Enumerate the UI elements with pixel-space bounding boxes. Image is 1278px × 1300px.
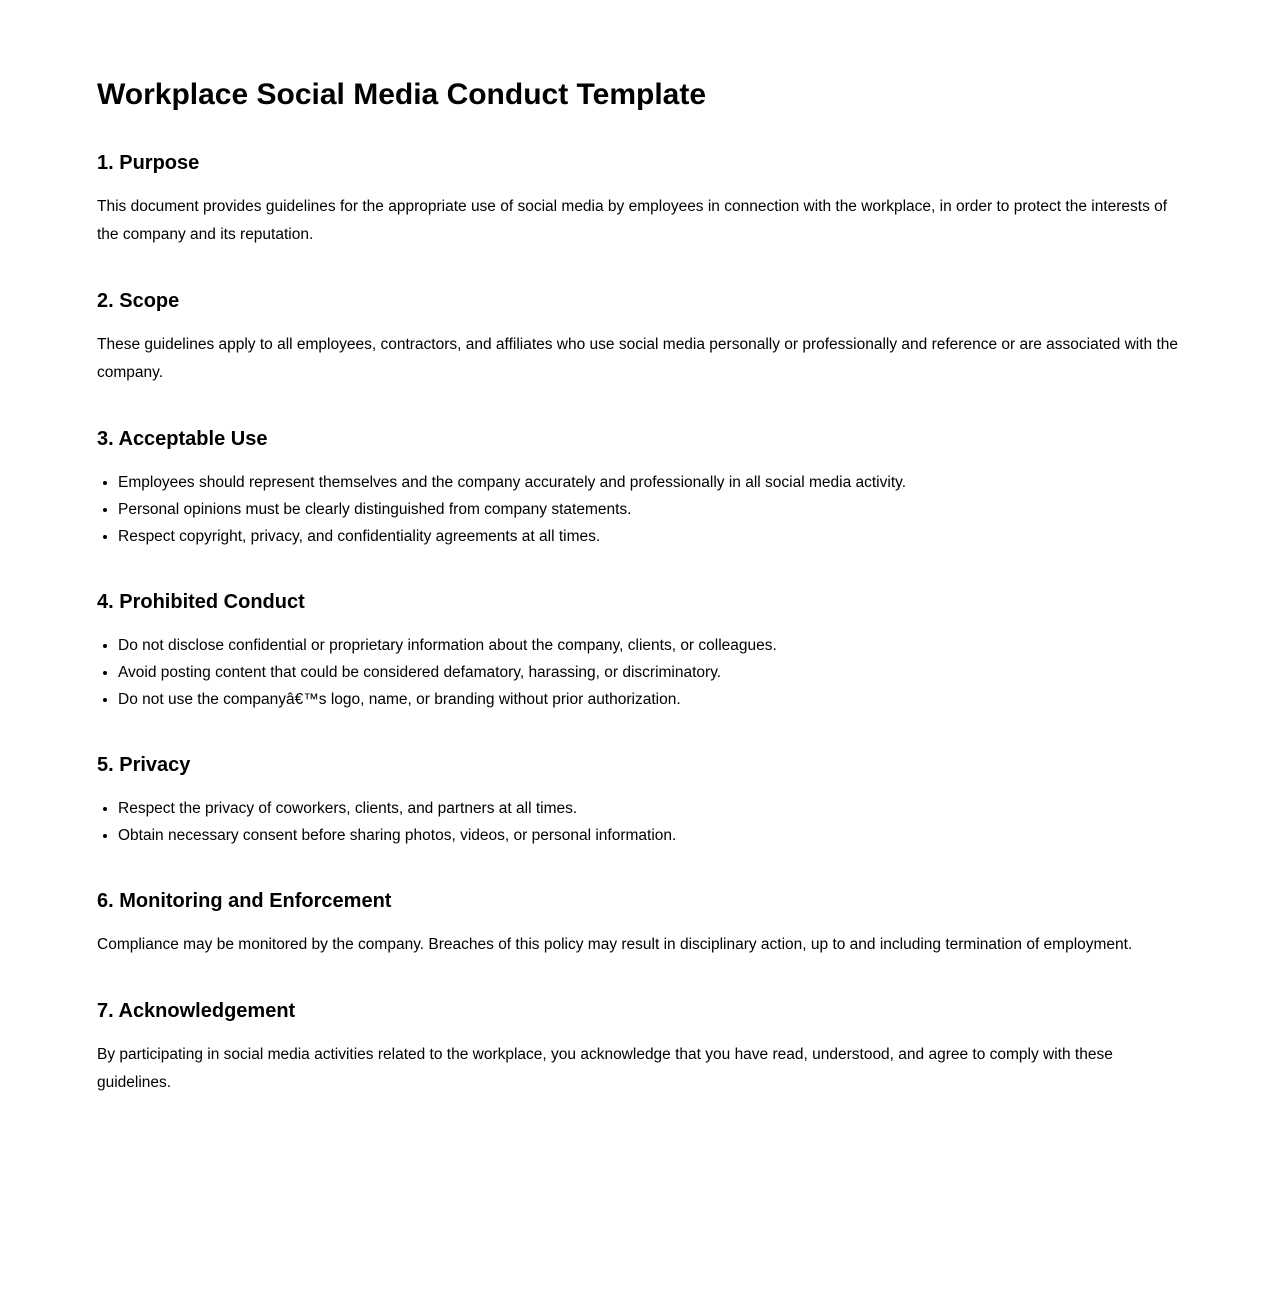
section-paragraph: These guidelines apply to all employees, contractors, and affiliates who use social media personally or professionally and reference or are associated with the company. xyxy=(97,336,1179,381)
section-bullet-list xyxy=(97,469,1181,550)
document-section xyxy=(97,999,1181,1097)
bullet-item: • Personal opinions must be clearly distinguished from company statements. xyxy=(118,496,1181,523)
document-page xyxy=(97,0,1181,1097)
bullet-item: • Do not use the companyâ€™s logo, name, or branding without prior authorization. xyxy=(118,686,1181,713)
section-paragraph: This document provides guidelines for the appropriate use of social media by employees in connection with the workplace, in order to protect the interests of the company and its reputation. xyxy=(97,198,1168,243)
section-heading: 1. Purpose xyxy=(97,152,200,174)
document-section xyxy=(97,889,1181,959)
document-section xyxy=(97,427,1181,550)
document-section xyxy=(97,590,1181,713)
document-section xyxy=(97,151,1181,249)
document-sections xyxy=(97,151,1181,1097)
bullet-item: • Respect the privacy of coworkers, clients, and partners at all times. xyxy=(118,795,1181,822)
document-section xyxy=(97,753,1181,849)
bullet-item: • Respect copyright, privacy, and confidentiality agreements at all times. xyxy=(118,523,1181,550)
bullet-item: • Obtain necessary consent before sharing photos, videos, or personal information. xyxy=(118,822,1181,849)
section-paragraph: Compliance may be monitored by the company. Breaches of this policy may result in disciplinary action, up to and including termination of employment. xyxy=(97,936,1133,953)
section-heading: 7. Acknowledgement xyxy=(97,1000,296,1022)
section-bullet-list xyxy=(97,632,1181,713)
bullet-item: • Avoid posting content that could be considered defamatory, harassing, or discriminatory. xyxy=(118,659,1181,686)
section-heading: 4. Prohibited Conduct xyxy=(97,591,305,613)
bullet-item: • Do not disclose confidential or proprietary information about the company, clients, or colleagues. xyxy=(118,632,1181,659)
section-paragraph: By participating in social media activities related to the workplace, you acknowledge that you have read, understood, and agree to comply with these guidelines. xyxy=(97,1046,1113,1091)
document-title: Workplace Social Media Conduct Template xyxy=(97,78,707,111)
section-heading: 5. Privacy xyxy=(97,754,191,776)
section-heading: 3. Acceptable Use xyxy=(97,428,268,450)
bullet-item: • Employees should represent themselves and the company accurately and professionally in all social media activity. xyxy=(118,469,1181,496)
document-section xyxy=(97,289,1181,387)
section-heading: 2. Scope xyxy=(97,290,180,312)
section-heading: 6. Monitoring and Enforcement xyxy=(97,890,392,912)
section-bullet-list xyxy=(97,795,1181,849)
